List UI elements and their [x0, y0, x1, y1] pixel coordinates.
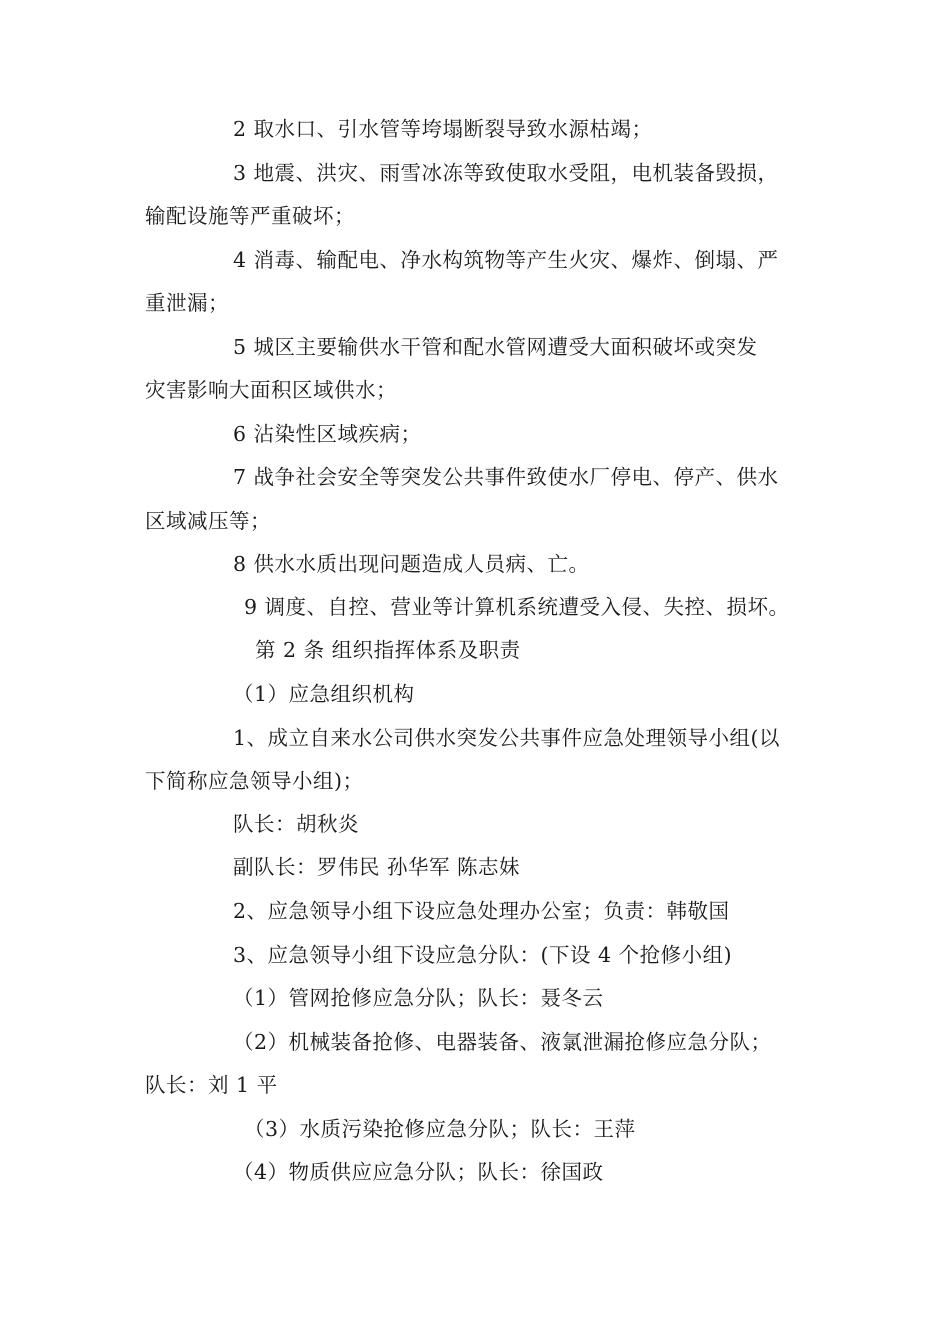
text-line: 1、成立自来水公司供水突发公共事件应急处理领导小组(以	[233, 726, 781, 750]
text-line: 输配设施等严重破坏；	[145, 204, 355, 228]
text-line: 队长：胡秋炎	[233, 812, 359, 836]
text-line: 队长：刘 1 平	[145, 1073, 278, 1097]
text-line: 5 城区主要输供水干管和配水管网遭受大面积破坏或突发	[233, 335, 758, 359]
text-line: （1）应急组织机构	[233, 682, 415, 706]
text-line: 重泄漏；	[145, 291, 229, 315]
section-heading: 第 2 条 组织指挥体系及职责	[255, 638, 521, 662]
text-line: 灾害影响大面积区域供水；	[145, 378, 397, 402]
text-line: 3 地震、洪灾、雨雪冰冻等致使取水受阻，电机装备毁损，	[233, 161, 779, 185]
text-line: （1）管网抢修应急分队；队长：聂冬云	[233, 986, 604, 1010]
text-line: 区域减压等；	[145, 509, 271, 533]
text-line: 4 消毒、输配电、净水构筑物等产生火灾、爆炸、倒塌、严	[233, 248, 779, 272]
text-line: 下简称应急领导小组)；	[145, 769, 364, 793]
text-line: 2、应急领导小组下设应急处理办公室；负责：韩敬国	[233, 899, 730, 923]
text-line: （4）物质供应应急分队；队长：徐国政	[233, 1160, 604, 1184]
text-line: 2 取水口、引水管等垮塌断裂导致水源枯竭；	[233, 117, 653, 141]
text-line: 3、应急领导小组下设应急分队：(下设 4 个抢修小组)	[233, 943, 733, 967]
text-line: 8 供水水质出现问题造成人员病、亡。	[233, 552, 590, 576]
text-line: 副队长：罗伟民 孙华军 陈志妹	[233, 855, 521, 879]
text-line: （3）水质污染抢修应急分队；队长：王萍	[244, 1117, 636, 1141]
text-line: （2）机械装备抢修、电器装备、液氯泄漏抢修应急分队；	[233, 1030, 772, 1054]
text-line: 7 战争社会安全等突发公共事件致使水厂停电、停产、供水	[233, 465, 779, 489]
text-line: 6 沾染性区域疾病；	[233, 422, 422, 446]
text-line: 9 调度、自控、营业等计算机系统遭受入侵、失控、损坏。	[244, 595, 790, 619]
